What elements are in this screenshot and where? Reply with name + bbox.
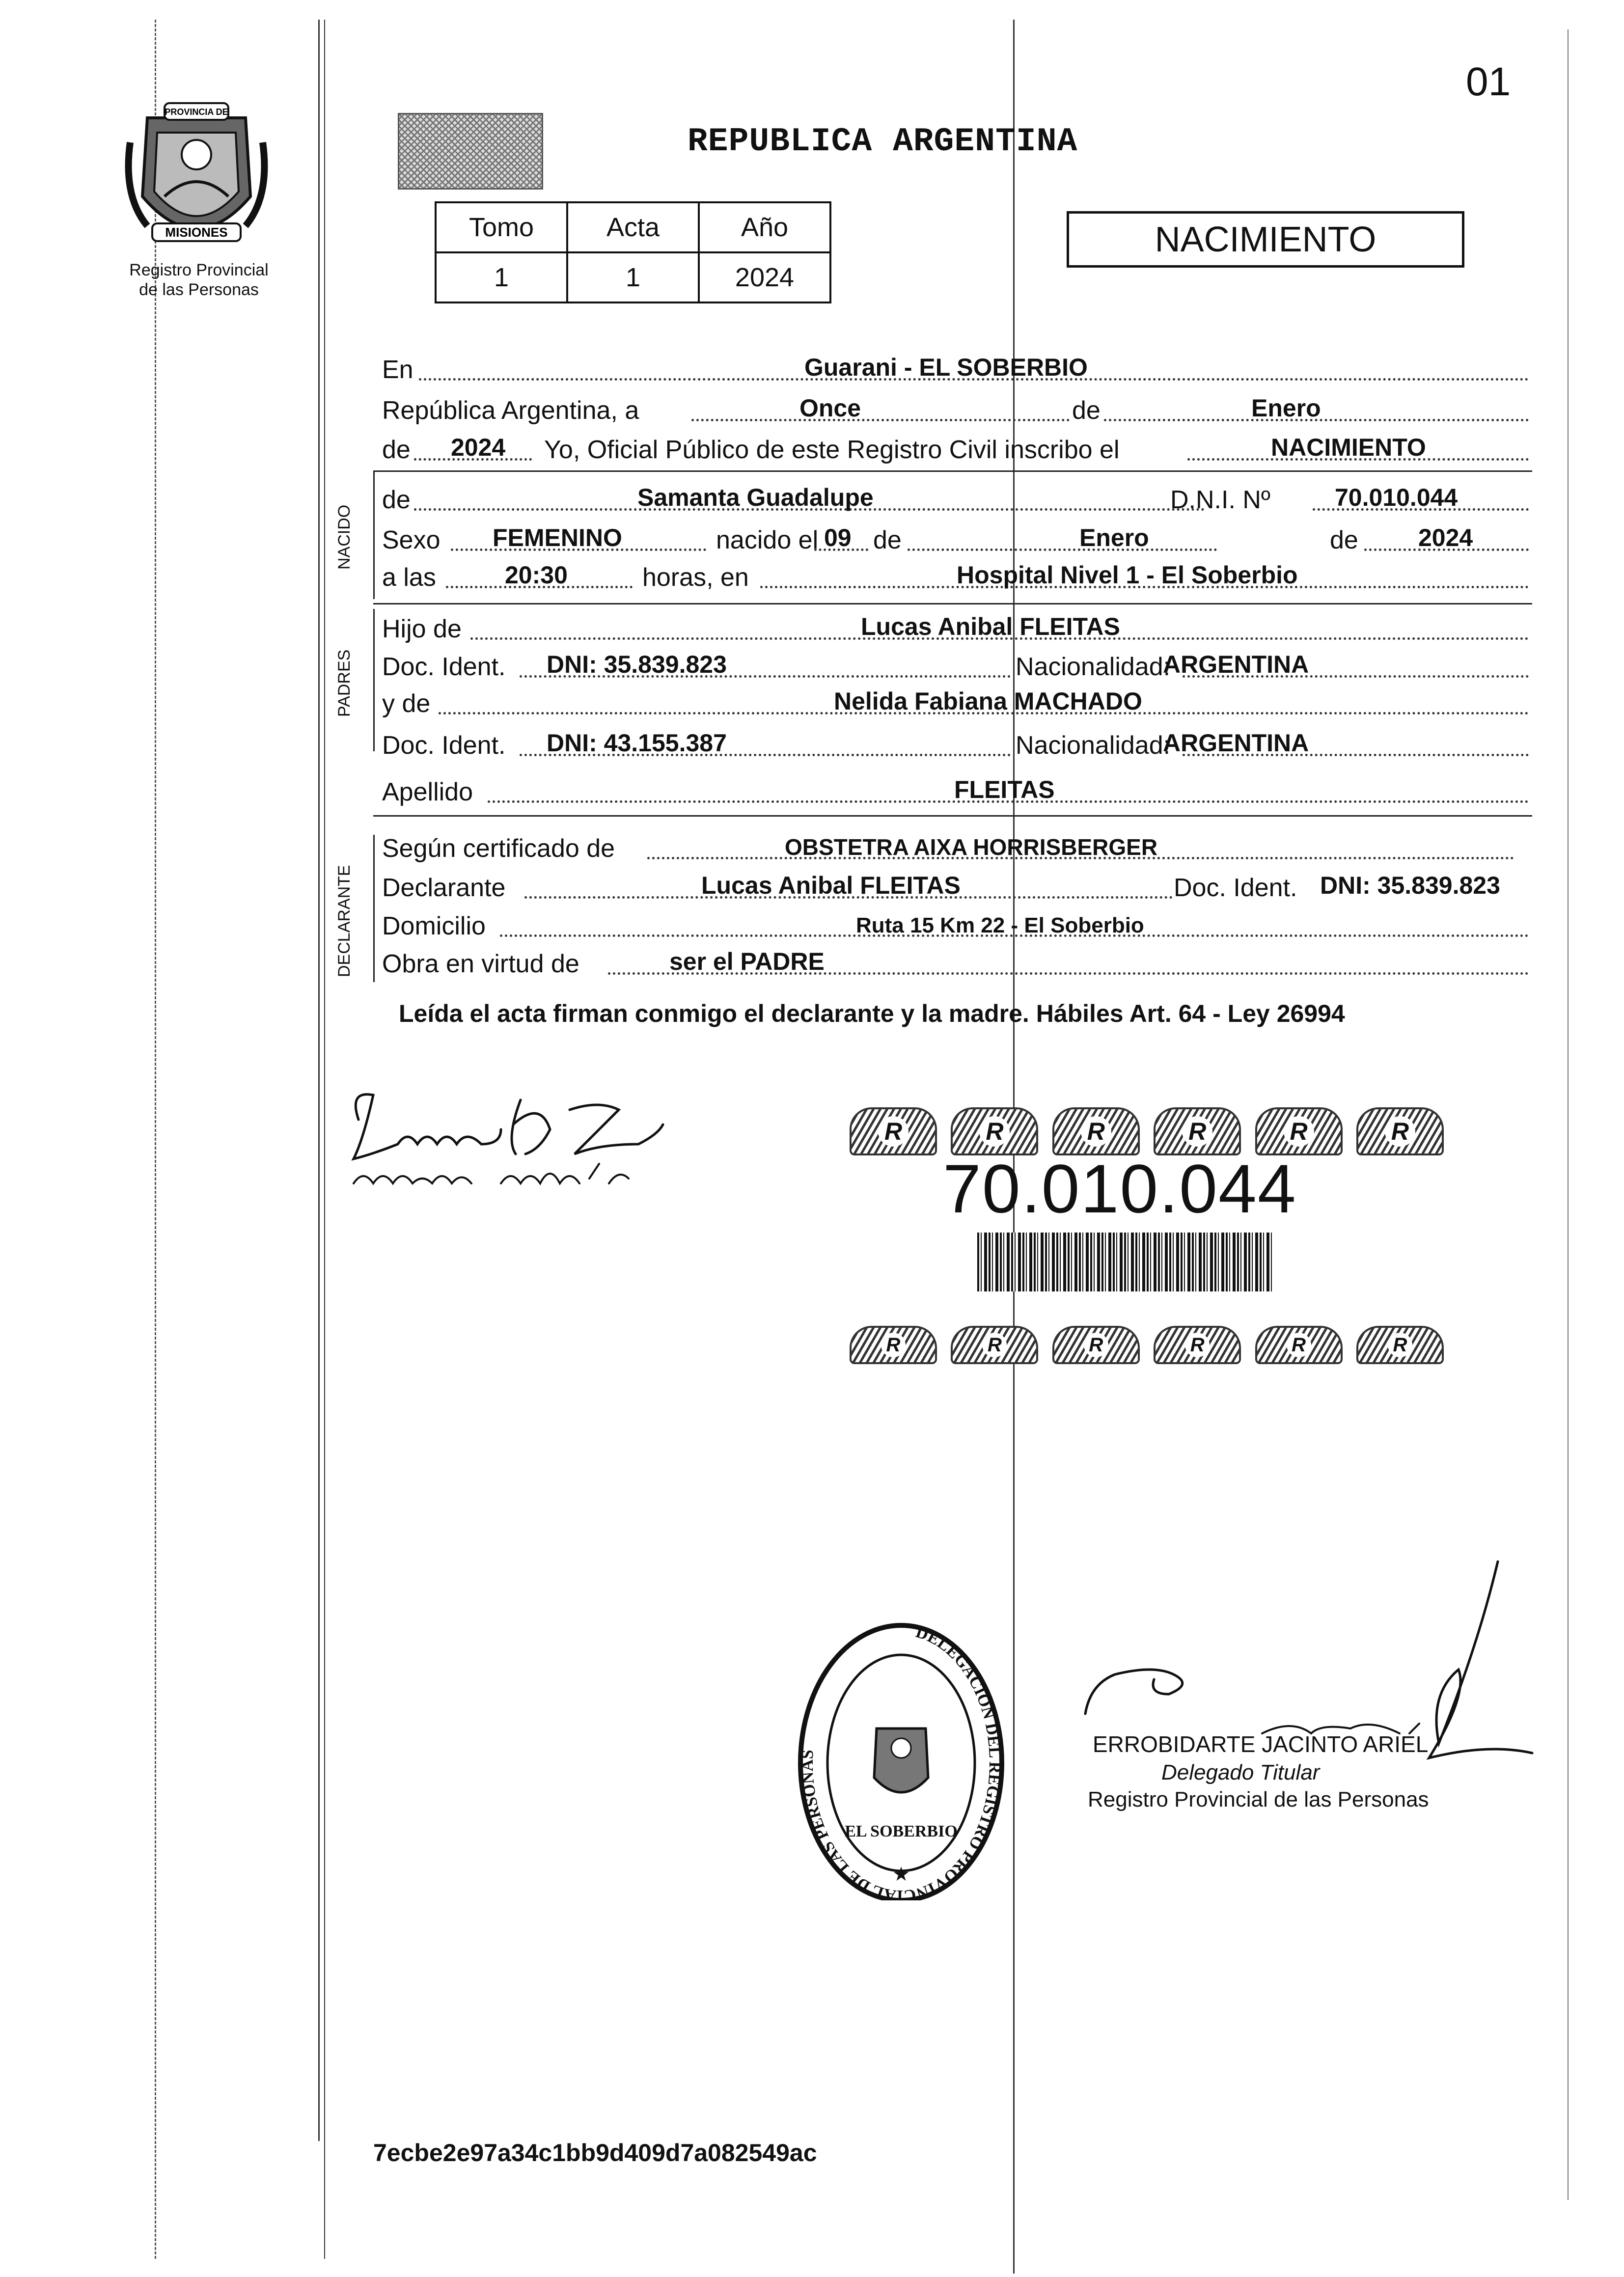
- form-row-hora: [382, 561, 1529, 595]
- label-certificado: Según certificado de: [382, 834, 615, 863]
- fill-line: [908, 549, 1217, 551]
- registered-mark-icon: [1052, 1326, 1140, 1364]
- label-dni: D.N.I. Nº: [1170, 486, 1270, 514]
- security-pattern: [398, 113, 543, 190]
- registry-header-anio: Año: [699, 202, 830, 252]
- sticker-number: 70.010.044: [943, 1150, 1297, 1227]
- label-oficial: Yo, Oficial Público de este Registro Civil inscribo el: [544, 436, 1120, 464]
- form-row-fecha: [382, 394, 1529, 428]
- value-nac-dia: 09: [824, 524, 852, 551]
- province-coat-of-arms-logo: [118, 98, 275, 260]
- form-row-declarante: [382, 874, 1529, 905]
- value-declarante: Lucas Anibal FLEITAS: [701, 872, 961, 899]
- margin-line: [324, 20, 325, 2259]
- section-label-nacido: NACIDO: [335, 504, 354, 570]
- value-domicilio: Ruta 15 Km 22 - El Soberbio: [856, 913, 1144, 937]
- registered-mark-letter: R: [1084, 1333, 1108, 1357]
- label-hijo-de: Hijo de: [382, 615, 462, 643]
- value-certificado: OBSTETRA AIXA HORRISBERGER: [785, 834, 1158, 860]
- form-row-padre-doc: [382, 653, 1529, 685]
- value-dni: 70.010.044: [1335, 484, 1458, 511]
- margin-line: [318, 20, 320, 2141]
- form-row-certificado: [382, 835, 1529, 866]
- form-row-sexo: [382, 526, 1529, 558]
- section-label-padres: PADRES: [335, 649, 354, 717]
- registered-mark-letter: R: [1284, 1116, 1314, 1147]
- registered-mark-icon: [1356, 1326, 1444, 1364]
- label-a-las: a las: [382, 563, 436, 592]
- delegate-organization: Registro Provincial de las Personas: [1088, 1787, 1429, 1811]
- value-sexo: FEMENINO: [493, 524, 622, 551]
- registered-mark-letter: R: [1287, 1333, 1311, 1357]
- seal-star-icon: ★: [892, 1864, 910, 1885]
- label-nacionalidad: Nacionalidad:: [1016, 653, 1171, 681]
- registered-mark-icon: [1052, 1107, 1140, 1155]
- form-row-oficial: [382, 436, 1529, 467]
- registered-mark-icon: [1255, 1326, 1343, 1364]
- registry-value-acta: 1: [567, 252, 699, 302]
- section-divider: [373, 470, 1532, 472]
- delegate-title: Delegado Titular: [1161, 1760, 1320, 1784]
- value-obra: ser el PADRE: [669, 948, 825, 975]
- form-row-apellido: [382, 778, 1529, 810]
- registered-mark-icon: [1154, 1326, 1241, 1364]
- form-row-en: [382, 356, 1529, 387]
- section-label-declarante: DECLARANTE: [335, 865, 354, 977]
- value-mes: Enero: [1251, 394, 1321, 422]
- value-hora: 20:30: [505, 561, 568, 589]
- logo-caption: [93, 260, 304, 300]
- value-declarante-doc: DNI: 35.839.823: [1320, 872, 1500, 899]
- record-type-box: NACIMIENTO: [1067, 211, 1464, 268]
- registry-value-anio: 2024: [699, 252, 830, 302]
- form-row-domicilio: [382, 912, 1529, 944]
- label-republica: República Argentina, a: [382, 396, 639, 425]
- registered-mark-icon: [850, 1107, 937, 1155]
- registered-mark-letter: R: [1185, 1333, 1210, 1357]
- form-row-madre: [382, 687, 1529, 721]
- label-nacionalidad: Nacionalidad:: [1016, 731, 1171, 760]
- value-apellido: FLEITAS: [954, 776, 1055, 803]
- label-apellido: Apellido: [382, 778, 473, 806]
- document-title: REPUBLICA ARGENTINA: [688, 123, 1078, 161]
- official-seal-stamp: [793, 1606, 1009, 1900]
- registered-mark-letter: R: [878, 1116, 908, 1147]
- security-band-bottom: [850, 1326, 1444, 1360]
- registered-mark-letter: R: [1388, 1333, 1412, 1357]
- value-nombre: Samanta Guadalupe: [637, 484, 874, 511]
- value-dia-letras: Once: [799, 394, 861, 422]
- form-row-madre-doc: [382, 729, 1529, 763]
- registered-mark-icon: [850, 1326, 937, 1364]
- label-y-de: y de: [382, 689, 431, 718]
- seal-center-text: EL SOBERBIO: [845, 1822, 958, 1840]
- fill-line: [691, 419, 1070, 421]
- declarant-signature: [344, 1070, 678, 1203]
- value-tipo: NACIMIENTO: [1271, 434, 1426, 461]
- logo-text-bottom: MISIONES: [165, 225, 228, 240]
- value-madre-nac: ARGENTINA: [1163, 729, 1309, 757]
- label-en: En: [382, 356, 413, 384]
- registered-mark-icon: [1255, 1107, 1343, 1155]
- registered-mark-icon: [1356, 1107, 1444, 1155]
- label-nacido-el: nacido el: [716, 526, 819, 554]
- label-declarante: Declarante: [382, 874, 506, 902]
- delegate-name: ERROBIDARTE JACINTO ARIEL: [1093, 1731, 1429, 1757]
- value-lugar-nac: Hospital Nivel 1 - El Soberbio: [957, 561, 1298, 589]
- document-hash: 7ecbe2e97a34c1bb9d409d7a082549ac: [373, 2139, 817, 2167]
- logo-text-top: PROVINCIA DE: [165, 107, 228, 117]
- section-divider: [373, 603, 1532, 604]
- section-bracket: [373, 835, 375, 982]
- registered-mark-letter: R: [982, 1333, 1007, 1357]
- label-declarante-doc: Doc. Ident.: [1174, 874, 1297, 902]
- value-madre: Nelida Fabiana MACHADO: [834, 687, 1142, 715]
- registered-mark-letter: R: [979, 1116, 1010, 1147]
- section-bracket: [373, 609, 375, 751]
- label-de: de: [382, 486, 411, 514]
- value-padre-nac: ARGENTINA: [1163, 651, 1309, 678]
- form-row-nombre: [382, 486, 1529, 518]
- registered-mark-icon: [1154, 1107, 1241, 1155]
- value-anio: 2024: [451, 434, 506, 461]
- label-de: de: [1072, 396, 1101, 425]
- value-lugar: Guarani - EL SOBERBIO: [804, 354, 1088, 381]
- page-number: 01: [1466, 59, 1511, 104]
- registry-header-tomo: Tomo: [436, 202, 567, 252]
- seal-ring-text: DELEGACION DEL REGISTRO PROVINCIAL DE LAS PERSONAS: [798, 1622, 1004, 1900]
- registered-mark-letter: R: [881, 1333, 906, 1357]
- value-padre: Lucas Anibal FLEITAS: [861, 613, 1120, 640]
- margin-dash: [155, 20, 158, 2259]
- registered-mark-icon: [951, 1326, 1038, 1364]
- margin-line: [1568, 29, 1569, 2200]
- label-domicilio: Domicilio: [382, 912, 486, 940]
- label-doc-ident: Doc. Ident.: [382, 731, 506, 760]
- registered-mark-letter: R: [1081, 1116, 1111, 1147]
- label-obra: Obra en virtud de: [382, 950, 579, 978]
- value-nac-anio: 2024: [1418, 524, 1473, 551]
- registered-mark-letter: R: [1182, 1116, 1212, 1147]
- label-de: de: [1330, 526, 1358, 554]
- registered-mark-letter: R: [1385, 1116, 1415, 1147]
- label-doc-ident: Doc. Ident.: [382, 653, 506, 681]
- registry-value-tomo: 1: [436, 252, 567, 302]
- closing-statement: Leída el acta firman conmigo el declarante y la madre. Hábiles Art. 64 - Ley 26994: [399, 1000, 1345, 1027]
- barcode: [977, 1233, 1272, 1291]
- form-row-padre: [382, 615, 1529, 647]
- section-bracket: [373, 471, 375, 599]
- logo-caption-line: Registro Provincial: [129, 261, 269, 279]
- security-band-top: [850, 1107, 1444, 1152]
- form-row-obra: [382, 950, 1529, 982]
- registry-table: [435, 201, 831, 303]
- value-madre-doc: DNI: 43.155.387: [547, 729, 727, 757]
- label-horas-en: horas, en: [642, 563, 749, 592]
- registry-header-acta: Acta: [567, 202, 699, 252]
- section-divider: [373, 815, 1532, 817]
- label-de: de: [382, 436, 411, 464]
- value-nac-mes: Enero: [1079, 524, 1149, 551]
- label-de: de: [873, 526, 902, 554]
- registered-mark-icon: [951, 1107, 1038, 1155]
- value-padre-doc: DNI: 35.839.823: [547, 651, 727, 678]
- label-sexo: Sexo: [382, 526, 440, 554]
- logo-caption-line: de las Personas: [139, 280, 259, 299]
